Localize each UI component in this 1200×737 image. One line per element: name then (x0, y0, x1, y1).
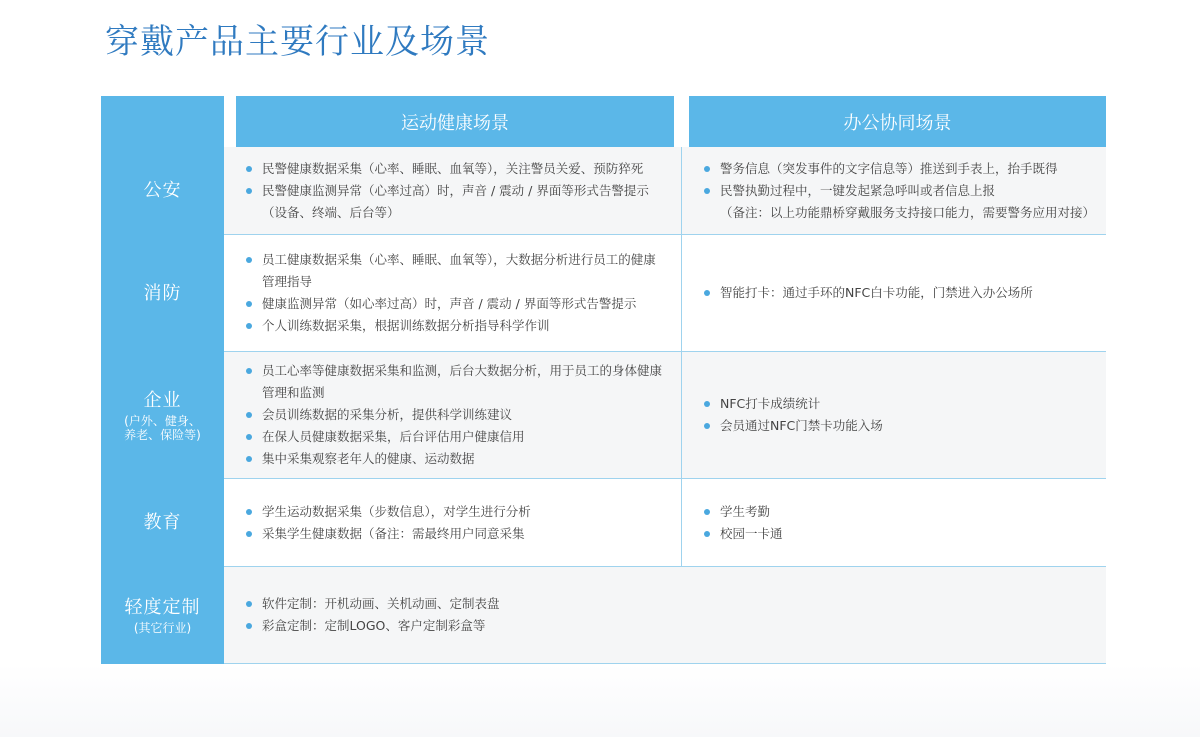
list-item: 采集学生健康数据（备注：需最终用户同意采集 (246, 523, 667, 545)
category-enterprise (101, 352, 224, 479)
sport-cell (224, 352, 681, 478)
sport-cell (224, 235, 681, 351)
column-header-sport: 运动健康场景 (236, 96, 674, 147)
category-subtitle: (户外、健身、 养老、保险等) (124, 413, 201, 442)
list-item: NFC打卡成绩统计 (704, 393, 1100, 415)
table-row-education (224, 479, 1106, 567)
list-item: 在保人员健康数据采集，后台评估用户健康信用 (246, 426, 667, 448)
list-item: 校园一卡通 (704, 523, 1100, 545)
category-name: 公安 (143, 180, 182, 201)
office-cell (681, 147, 1106, 234)
table-row-police (224, 147, 1106, 235)
list-note: （设备、终端、后台等） (262, 204, 400, 220)
list-item: 员工健康数据采集（心率、睡眠、血氧等），大数据分析进行员工的健康管理指导 (246, 249, 667, 293)
office-cell (681, 352, 1106, 478)
table-row-light-custom (224, 567, 1106, 664)
list-item: 智能打卡：通过手环的NFC白卡功能，门禁进入办公场所 (704, 282, 1100, 304)
category-fire (101, 235, 224, 352)
custom-cell (224, 567, 1106, 663)
category-name: 教育 (143, 512, 182, 533)
list-item: 个人训练数据采集，根据训练数据分析指导科学作训 (246, 315, 667, 337)
sport-cell (224, 147, 681, 234)
category-light-custom (101, 567, 224, 664)
category-name: 消防 (143, 282, 182, 304)
list-item: 民警健康数据采集（心率、睡眠、血氧等），关注警员关爱、预防猝死 (246, 158, 667, 180)
list-note: （备注：以上功能鼎桥穿戴服务支持接口能力，需要警务应用对接） (720, 204, 1096, 220)
list-item: 民警健康监测异常（心率过高）时，声音 / 震动 / 界面等形式告警提示 (246, 180, 667, 202)
list-item: 彩盒定制：定制LOGO、客户定制彩盒等 (246, 615, 1092, 637)
list-item: 健康监测异常（如心率过高）时，声音 / 震动 / 界面等形式告警提示 (246, 293, 667, 315)
list-item: 会员通过NFC门禁卡功能入场 (704, 415, 1100, 437)
list-item: 软件定制：开机动画、关机动画、定制表盘 (246, 593, 1092, 615)
list-item: 学生运动数据采集（步数信息），对学生进行分析 (246, 501, 667, 523)
sport-cell (224, 479, 681, 566)
category-education (101, 479, 224, 567)
category-subtitle: (其它行业) (133, 620, 192, 635)
category-name: 企业 (143, 389, 182, 411)
category-police (101, 147, 224, 235)
office-cell (681, 479, 1106, 566)
list-item: 会员训练数据的采集分析，提供科学训练建议 (246, 404, 667, 426)
list-item: 民警执勤过程中，一键发起紧急呼叫或者信息上报 (704, 180, 1100, 202)
table-row-fire (224, 235, 1106, 352)
office-cell (681, 235, 1106, 351)
page-bottom-background (0, 664, 1200, 737)
list-item: 学生考勤 (704, 501, 1100, 523)
column-header-office: 办公协同场景 (689, 96, 1106, 147)
list-item: 警务信息（突发事件的文字信息等）推送到手表上，抬手既得 (704, 158, 1100, 180)
list-item: 集中采集观察老年人的健康、运动数据 (246, 448, 667, 470)
table-row-enterprise (224, 352, 1106, 479)
page-title: 穿戴产品主要行业及场景 (105, 22, 490, 62)
list-item: 员工心率等健康数据采集和监测，后台大数据分析，用于员工的身体健康管理和监测 (246, 360, 667, 404)
category-name: 轻度定制 (124, 596, 201, 618)
